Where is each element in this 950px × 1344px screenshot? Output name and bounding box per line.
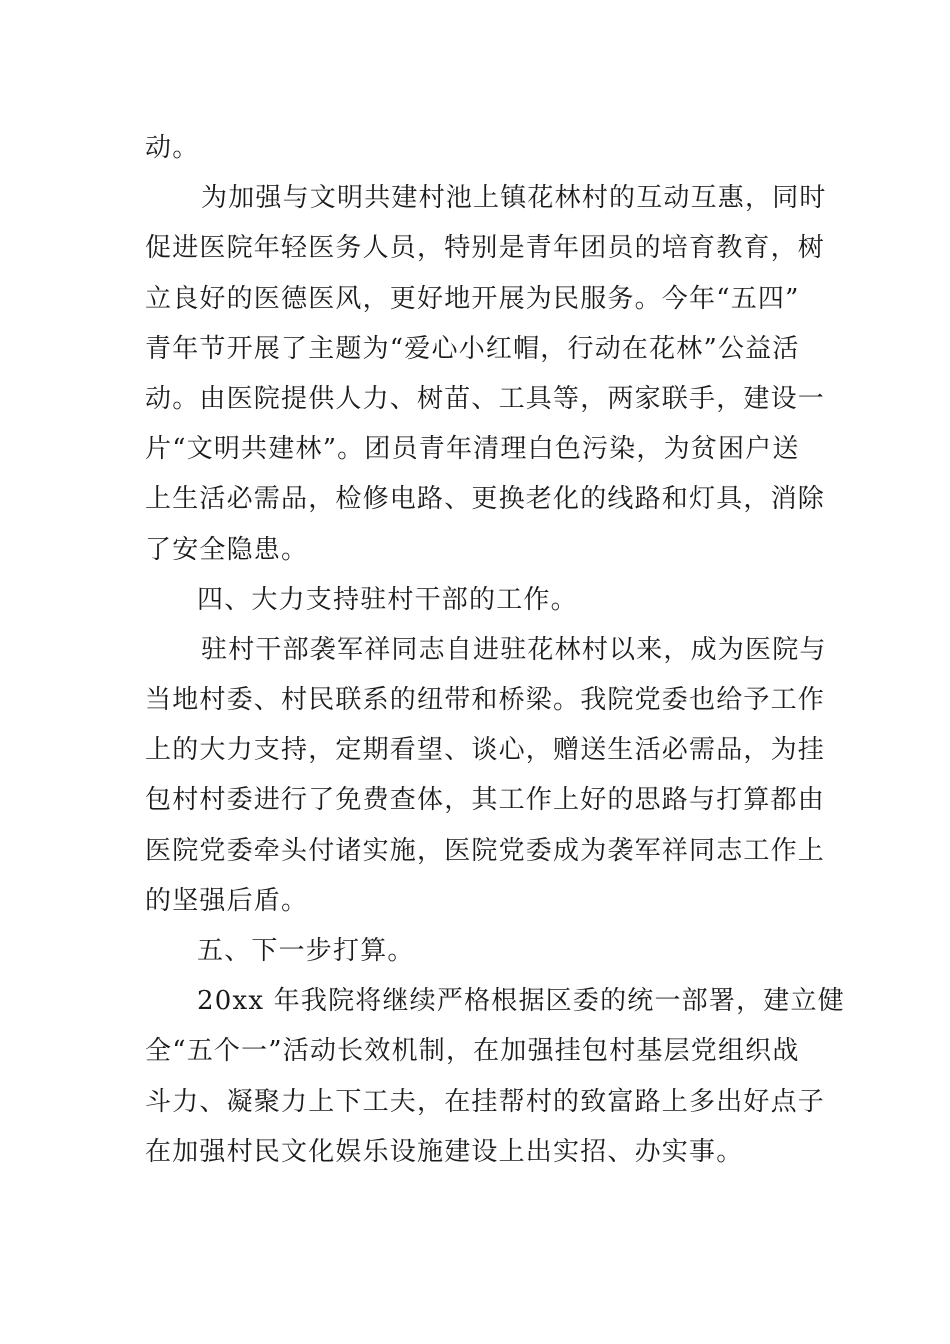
paragraph-line: 上的大力支持，定期看望、谈心，赠送生活必需品，为挂 xyxy=(145,735,826,766)
section-heading: 五、下一步打算。 xyxy=(197,936,415,966)
paragraph-line: 青年节开展了主题为“爱心小红帽，行动在花林”公益活 xyxy=(145,333,800,364)
paragraph-line: 在加强村民文化娱乐设施建设上出实招、办实事。 xyxy=(145,1136,744,1167)
paragraph-line: 包村村委进行了免费查体，其工作上好的思路与打算都由 xyxy=(145,785,826,816)
paragraph-line: 的坚强后盾。 xyxy=(145,885,309,916)
paragraph-line: 动。 xyxy=(145,133,200,163)
section-heading: 四、大力支持驻村干部的工作。 xyxy=(197,584,578,615)
paragraph-line: 当地村委、村民联系的纽带和桥梁。我院党委也给予工作 xyxy=(145,685,826,716)
paragraph-line: 促进医院年轻医务人员，特别是青年团员的培育教育，树 xyxy=(145,233,826,264)
paragraph-line: 为加强与文明共建村池上镇花林村的互动互惠，同时 xyxy=(201,183,827,214)
paragraph-line: 立良好的医德医风，更好地开展为民服务。今年“五四” xyxy=(145,283,800,314)
paragraph-line: 斗力、凝聚力上下工夫，在挂帮村的致富路上多出好点子 xyxy=(145,1086,826,1117)
paragraph-line: 了安全隐患。 xyxy=(145,534,309,565)
paragraph-line: 上生活必需品，检修电路、更换老化的线路和灯具，消除 xyxy=(145,484,826,515)
paragraph-line: 20xx 年我院将继续严格根据区委的统一部署，建立健 xyxy=(197,986,845,1017)
paragraph-line: 片“文明共建林”。团员青年清理白色污染，为贫困户送 xyxy=(145,434,800,465)
paragraph-line: 动。由医院提供人力、树苗、工具等，两家联手，建设一 xyxy=(145,383,826,414)
paragraph-line: 全“五个一”活动长效机制，在加强挂包村基层党组织战 xyxy=(145,1036,800,1067)
paragraph-line: 驻村干部袭军祥同志自进驻花林村以来，成为医院与 xyxy=(201,634,827,665)
document-body xyxy=(145,123,845,1177)
paragraph-line: 医院党委牵头付诸实施，医院党委成为袭军祥同志工作上 xyxy=(145,835,826,866)
